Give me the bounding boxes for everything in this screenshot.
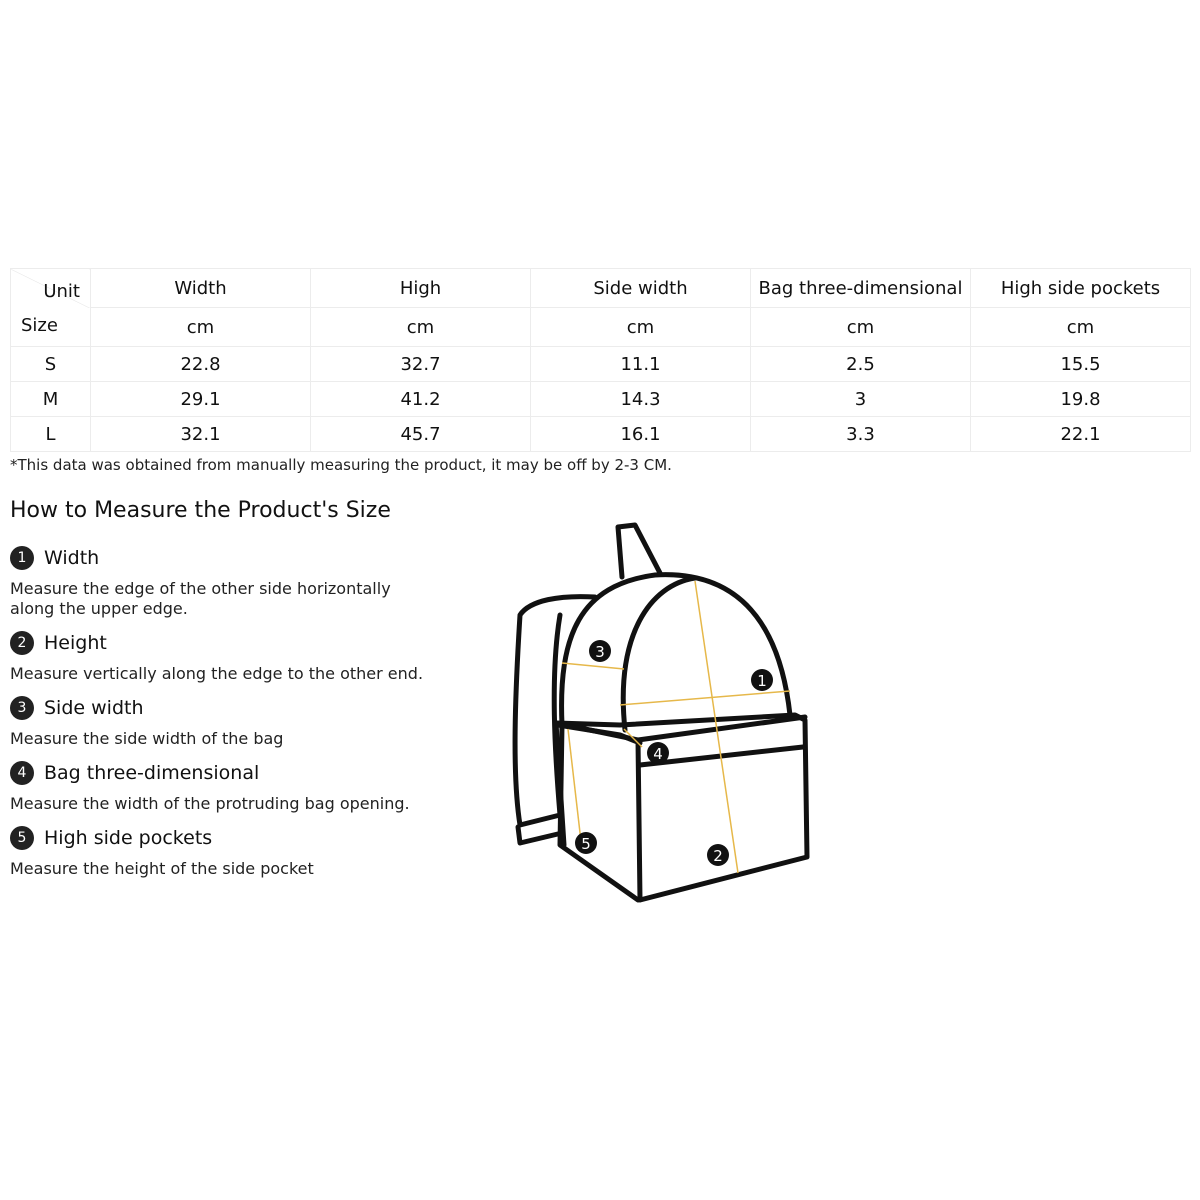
measure-item-desc: Measure the side width of the bag	[10, 729, 284, 748]
value-cell: 41.2	[311, 382, 531, 417]
value-cell: 14.3	[531, 382, 751, 417]
measure-item-title: Bag three-dimensional	[44, 762, 260, 784]
table-row	[11, 347, 1191, 382]
measure-item-side-pockets	[10, 824, 440, 879]
backpack-side-pocket-top	[558, 725, 640, 743]
measure-item-side-width	[10, 694, 440, 749]
measure-item-title: Height	[44, 632, 107, 654]
measure-item-desc: Measure the edge of the other side horizontally along the upper edge.	[10, 579, 391, 618]
value-cell: 22.1	[971, 417, 1191, 452]
number-badge: 5	[10, 826, 34, 850]
value-cell: 2.5	[751, 347, 971, 382]
table-row	[11, 382, 1191, 417]
unit-cell: cm	[751, 308, 971, 347]
measure-item-head	[10, 759, 440, 787]
marker-1	[751, 669, 773, 691]
backpack-illustration	[500, 515, 830, 915]
marker-3-label: 3	[595, 643, 605, 661]
measure-item-head	[10, 629, 440, 657]
size-cell: S	[11, 347, 91, 382]
marker-1-label: 1	[757, 672, 767, 690]
value-cell: 22.8	[91, 347, 311, 382]
marker-2	[707, 844, 729, 866]
how-to-measure-title: How to Measure the Product's Size	[10, 498, 391, 523]
measure-item-bag-3d	[10, 759, 440, 814]
column-header: Bag three-dimensional	[751, 269, 971, 308]
column-header: High side pockets	[971, 269, 1191, 308]
value-cell: 19.8	[971, 382, 1191, 417]
size-table	[10, 268, 1191, 452]
measure-item-height	[10, 629, 440, 684]
table-row	[11, 417, 1191, 452]
number-badge: 4	[10, 761, 34, 785]
number-badge: 1	[10, 546, 34, 570]
value-cell: 32.1	[91, 417, 311, 452]
marker-4	[647, 742, 669, 764]
guide-line-side-pocket	[568, 729, 582, 850]
marker-3	[589, 640, 611, 662]
marker-2-label: 2	[713, 847, 723, 865]
value-cell: 45.7	[311, 417, 531, 452]
backpack-handle	[618, 525, 660, 577]
backpack-front-pocket	[556, 715, 807, 900]
measure-item-head	[10, 824, 440, 852]
measure-item-head	[10, 544, 440, 572]
marker-5-label: 5	[581, 835, 591, 853]
value-cell: 11.1	[531, 347, 751, 382]
measure-list	[10, 544, 440, 889]
corner-unit-label: Unit	[43, 281, 80, 302]
corner-cell	[11, 269, 91, 336]
guide-line-width	[620, 691, 790, 705]
measure-item-desc: Measure the height of the side pocket	[10, 859, 314, 878]
measure-item-desc: Measure vertically along the edge to the other end.	[10, 664, 424, 683]
measure-item-width	[10, 544, 440, 619]
unit-cell: cm	[971, 308, 1191, 347]
value-cell: 3.3	[751, 417, 971, 452]
backpack-strap	[515, 597, 595, 825]
table-header-row	[11, 269, 1191, 308]
value-cell: 29.1	[91, 382, 311, 417]
measurement-note: *This data was obtained from manually measuring the product, it may be off by 2-3 CM.	[10, 456, 672, 474]
number-badge: 2	[10, 631, 34, 655]
unit-cell: cm	[531, 308, 751, 347]
table-unit-row	[11, 308, 1191, 347]
unit-cell: cm	[311, 308, 531, 347]
guide-line-side-width	[562, 663, 624, 669]
measure-item-title: Width	[44, 547, 100, 569]
value-cell: 3	[751, 382, 971, 417]
number-badge: 3	[10, 696, 34, 720]
measure-item-head	[10, 694, 440, 722]
column-header: Width	[91, 269, 311, 308]
value-cell: 32.7	[311, 347, 531, 382]
column-header: Side width	[531, 269, 751, 308]
corner-size-label: Size	[21, 314, 58, 336]
measure-item-desc: Measure the width of the protruding bag opening.	[10, 794, 410, 813]
backpack-front-panel	[623, 578, 695, 730]
marker-4-label: 4	[653, 745, 663, 763]
backpack-side-panel	[560, 725, 638, 900]
unit-cell: cm	[91, 308, 311, 347]
size-cell: L	[11, 417, 91, 452]
marker-5	[575, 832, 597, 854]
value-cell: 15.5	[971, 347, 1191, 382]
measure-item-title: High side pockets	[44, 827, 213, 849]
size-cell: M	[11, 382, 91, 417]
column-header: High	[311, 269, 531, 308]
value-cell: 16.1	[531, 417, 751, 452]
measure-item-title: Side width	[44, 697, 144, 719]
